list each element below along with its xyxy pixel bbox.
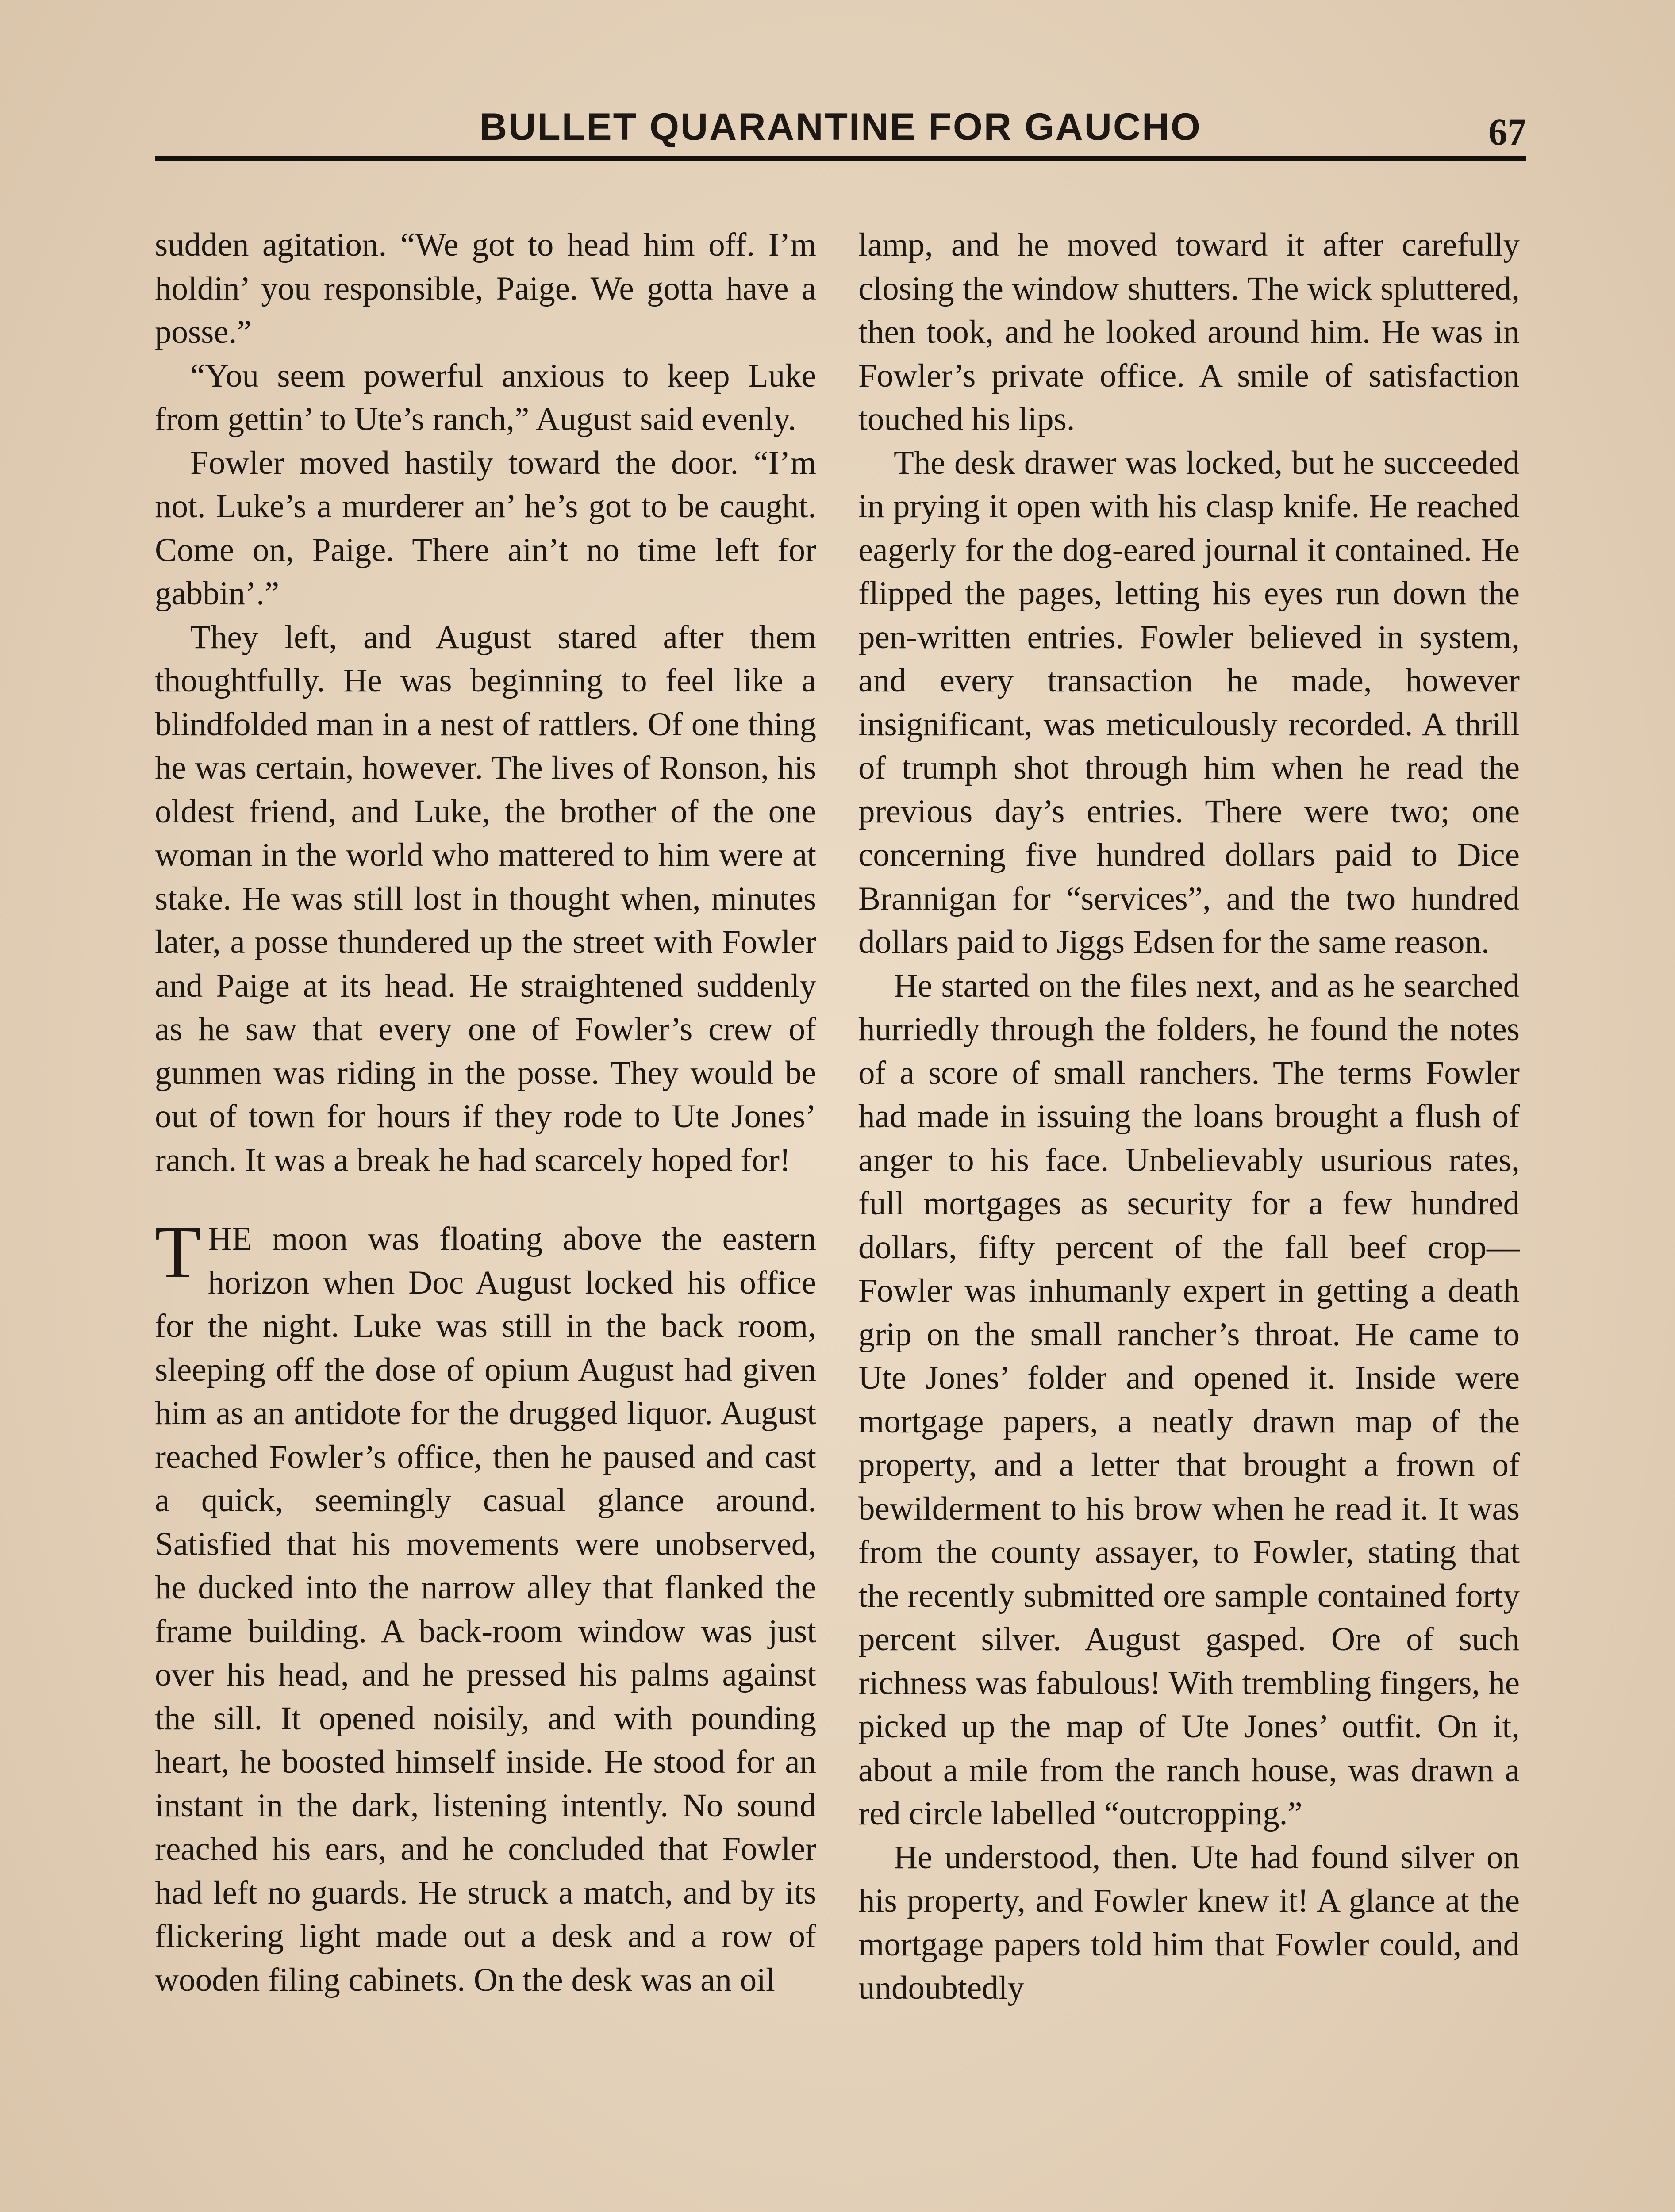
paragraph: sudden agitation. “We got to head him off. I’m holdin’ you responsible, Paige. We gotta have a posse.” <box>155 227 816 350</box>
paragraph: Fowler moved hastily toward the door. “I’m not. Luke’s a murderer an’ he’s got to be caught. Come on, Paige. There ain’t no time left for gabbin’.” <box>155 444 816 612</box>
drop-cap-initial: T <box>155 1210 201 1294</box>
paragraph: The desk drawer was locked, but he succeeded in prying it open with his clasp knife. He reached eagerly for the dog-eared journal it contained. He flipped the pages, letting his eyes run down the pen-written entries. Fowler believed in system, and every transaction he made, however insignificant, was meticulously recorded. A thrill of trumph shot through him when he read the previous day’s entries. There were two; one concerning five hundred dollars paid to Dice Brannigan for “services”, and the two hundred dollars paid to Jiggs Edsen for the same reason. <box>858 444 1520 960</box>
section-paragraph <box>155 1210 816 2002</box>
page-number: 67 <box>1488 111 1526 153</box>
paragraph: He understood, then. Ute had found silver on his property, and Fowler knew it! A glance at the mortgage papers told him that Fowler could, and undoubtedly <box>858 1839 1520 2006</box>
right-column <box>858 223 1520 2010</box>
paragraph: “You seem powerful anxious to keep Luke from gettin’ to Ute’s ranch,” August said evenly. <box>155 357 816 438</box>
header-rule <box>155 156 1526 161</box>
paragraph-text: HE moon was floating above the eastern horizon when Doc August locked his office for the night. Luke was still in the back room, sleeping off the dose of opium August had given him as an antidote for the drugged liquor. August reached Fowler’s office, then he paused and cast a quick, seemingly casual glance around. Satisfied that his movements were unobserved, he ducked into the narrow alley that flanked the frame building. A back-room window was just over his head, and he pressed his palms against the sill. It opened noisily, and with pounding heart, he boosted himself inside. He stood for an instant in the dark, listening intently. No sound reached his ears, and he concluded that Fowler had left no guards. He struck a match, and by its flickering light made out a desk and a row of wooden filing cabinets. On the desk was an oil <box>155 1221 816 1998</box>
running-title: BULLET QUARANTINE FOR GAUCHO <box>480 106 1202 148</box>
left-column <box>155 223 816 2002</box>
page-header <box>155 96 1526 158</box>
paragraph: They left, and August stared after them thoughtfully. He was beginning to feel like a blindfolded man in a nest of rattlers. Of one thing he was certain, however. The lives of Ronson, his oldest friend, and Luke, the brother of the one woman in the world who mattered to him were at stake. He was still lost in thought when, minutes later, a posse thundered up the street with Fowler and Paige at its head. He straightened suddenly as he saw that every one of Fowler’s crew of gunmen was riding in the posse. They would be out of town for hours if they rode to Ute Jones’ ranch. It was a break he had scarcely hoped for! <box>155 618 816 1179</box>
paragraph: He started on the files next, and as he searched hurriedly through the folders, he found the notes of a score of small ranchers. The terms Fowler had made in issuing the loans brought a flush of anger to his face. Unbelievably usurious rates, full mortgages as security for a few hundred dollars, fifty percent of the fall beef crop—Fowler was inhumanly expert in getting a death grip on the small rancher’s throat. He came to Ute Jones’ folder and opened it. Inside were mortgage papers, a neatly drawn map of the property, and a letter that brought a frown of bewilderment to his brow when he read it. It was from the county assayer, to Fowler, stating that the recently submitted ore sample contained forty percent silver. August gasped. Ore of such richness was fabulous! With trembling fingers, he picked up the map of Ute Jones’ outfit. On it, about a mile from the ranch house, was drawn a red circle labelled “outcropping.” <box>858 967 1520 1832</box>
paragraph: lamp, and he moved toward it after carefully closing the window shutters. The wick spluttered, then took, and he looked around him. He was in Fowler’s private office. A smile of satisfaction touched his lips. <box>858 227 1520 438</box>
